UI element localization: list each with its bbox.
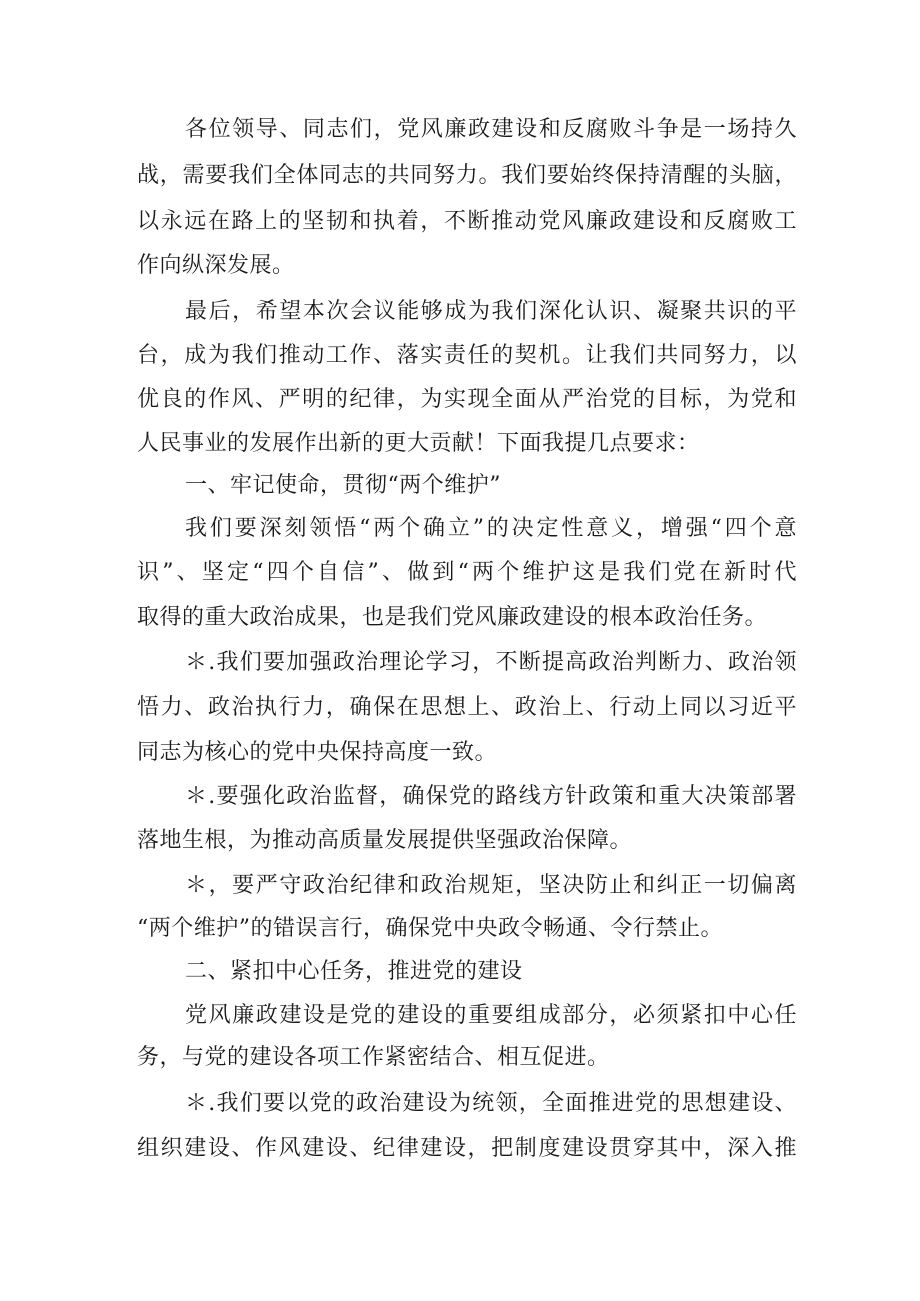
list-item-line: 同志为核心的党中央保持高度一致。 bbox=[137, 740, 498, 765]
paragraph-line: 务，与党的建设各项工作紧密结合、相互促进。 bbox=[137, 1045, 610, 1070]
list-item-line: 组织建设、作风建设、纪律建设，把制度建设贯穿其中，深入推 bbox=[137, 1136, 797, 1161]
paragraph-line: 人民事业的发展作出新的更大贡献！下面我提几点要求： bbox=[137, 431, 700, 456]
paragraph-line: 台，成为我们推动工作、落实责任的契机。让我们共同努力，以 bbox=[137, 343, 797, 368]
list-item-line: ＊.我们要加强政治理论学习，不断提高政治判断力、政治领 bbox=[185, 650, 797, 675]
section-heading: 二、紧扣中心任务，推进党的建设 bbox=[185, 959, 523, 984]
list-item-line: ＊，要严守政治纪律和政治规矩，坚决防止和纠正一切偏离 bbox=[185, 873, 797, 898]
section-heading: 一、牢记使命，贯彻“两个维护” bbox=[185, 473, 501, 498]
paragraph-line: 战，需要我们全体同志的共同努力。我们要始终保持清醒的头脑， bbox=[137, 163, 797, 188]
paragraph-line: 最后，希望本次会议能够成为我们深化认识、凝聚共识的平 bbox=[185, 299, 797, 324]
list-item-line: ＊.要强化政治监督，确保党的路线方针政策和重大决策部署 bbox=[185, 784, 797, 809]
paragraph-line: 优良的作风、严明的纪律，为实现全面从严治党的目标，为党和 bbox=[137, 387, 797, 412]
list-item-line: ＊.我们要以党的政治建设为统领，全面推进党的思想建设、 bbox=[185, 1091, 797, 1116]
paragraph-line: 以永远在路上的坚韧和执着，不断推动党风廉政建设和反腐败工 bbox=[137, 209, 797, 234]
paragraph-line: 我们要深刻领悟“两个确立”的决定性意义，增强“四个意 bbox=[185, 516, 797, 541]
list-item-line: 悟力、政治执行力，确保在思想上、政治上、行动上同以习近平 bbox=[137, 695, 797, 720]
list-item-line: 落地生根，为推动高质量发展提供坚强政治保障。 bbox=[137, 828, 633, 853]
paragraph-line: 识”、坚定“四个自信”、做到“两个维护这是我们党在新时代 bbox=[137, 560, 797, 585]
list-item-line: “两个维护”的错误言行，确保党中央政令畅通、令行禁止。 bbox=[137, 916, 723, 941]
paragraph-line: 作向纵深发展。 bbox=[137, 253, 295, 278]
paragraph-line: 党风廉政建设是党的建设的重要组成部分，必须紧扣中心任 bbox=[185, 1003, 797, 1028]
paragraph-line: 各位领导、同志们，党风廉政建设和反腐败斗争是一场持久 bbox=[185, 117, 797, 142]
paragraph-line: 取得的重大政治成果，也是我们党风廉政建设的根本政治任务。 bbox=[137, 605, 768, 630]
